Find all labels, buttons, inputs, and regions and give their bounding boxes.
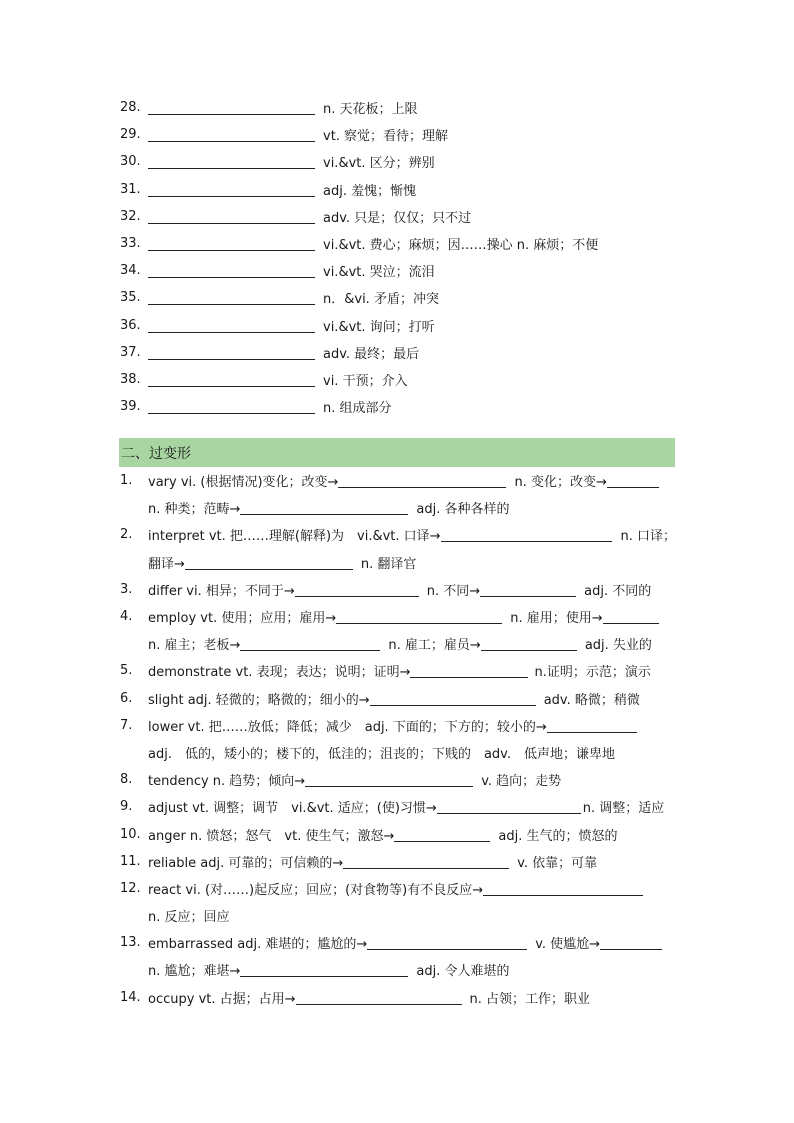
prompt-text: v. 依靠；可靠 <box>517 855 598 871</box>
list-item <box>120 875 676 902</box>
answer-blank[interactable] <box>148 263 315 278</box>
prompt-text: occupy vt. 占据；占用→ <box>148 991 296 1007</box>
list-item <box>120 685 676 712</box>
definition: vi.&vt. 哭泣；流泪 <box>323 265 435 281</box>
list-item-continued <box>120 902 676 929</box>
definition: adv. 最终；最后 <box>323 346 420 362</box>
answer-blank[interactable] <box>480 582 576 597</box>
list-item <box>120 393 680 420</box>
answer-blank[interactable] <box>441 527 613 542</box>
answer-blank[interactable] <box>240 500 408 515</box>
item-number: 34. <box>120 263 141 279</box>
answer-blank[interactable] <box>148 399 315 414</box>
prompt-text: n. 雇主；老板→ <box>148 638 241 654</box>
list-item <box>120 467 676 494</box>
prompt-text: demonstrate vt. 表现；表达；说明；证明→ <box>148 665 411 681</box>
item-number: 30. <box>120 154 141 170</box>
prompt-text: adj. 低的，矮小的；楼下的，低洼的；沮丧的；下贱的 adv. 低声地；谦卑地 <box>148 746 615 762</box>
answer-blank[interactable] <box>148 236 315 251</box>
prompt-text: n. 反应；回应 <box>148 910 230 926</box>
list-item <box>120 121 680 148</box>
answer-blank[interactable] <box>148 182 315 197</box>
answer-blank[interactable] <box>240 962 408 977</box>
list-item <box>120 820 676 847</box>
answer-blank[interactable] <box>437 799 581 814</box>
list-item <box>120 94 680 121</box>
list-item <box>120 603 676 630</box>
vocabulary-list <box>120 94 680 420</box>
prompt-text: adj. 令人难堪的 <box>416 964 510 980</box>
answer-blank[interactable] <box>148 127 315 142</box>
definition: vi.&vt. 询问；打听 <box>323 319 435 335</box>
prompt-text: n. 尴尬；难堪→ <box>148 964 241 980</box>
item-number: 7. <box>120 717 133 733</box>
item-number: 2. <box>120 527 133 543</box>
answer-blank[interactable] <box>148 100 315 115</box>
definition: adj. 羞愧；惭愧 <box>323 183 417 199</box>
answer-blank[interactable] <box>296 990 462 1005</box>
prompt-text: n. 占领；工作；职业 <box>469 991 591 1007</box>
item-number: 1. <box>120 473 133 489</box>
prompt-text: n. 变化；改变→ <box>514 475 607 491</box>
prompt-text: vary vi. (根据情况)变化；改变→ <box>148 475 339 491</box>
answer-blank[interactable] <box>336 609 502 624</box>
prompt-text: reliable adj. 可靠的；可信赖的→ <box>148 855 344 871</box>
definition: n．&vi. 矛盾；冲突 <box>323 292 439 308</box>
item-number: 36. <box>120 317 141 333</box>
item-number: 35. <box>120 290 141 306</box>
prompt-text: differ vi. 相异；不同于→ <box>148 583 295 599</box>
answer-blank[interactable] <box>185 555 353 570</box>
prompt-text: adv. 略微；稍微 <box>543 692 640 708</box>
prompt-text: adj. 不同的 <box>584 583 652 599</box>
list-item <box>120 366 680 393</box>
prompt-text: anger n. 愤怒；怒气 vt. 使生气；激怒→ <box>148 828 395 844</box>
item-number: 14. <box>120 989 141 1005</box>
item-number: 10. <box>120 826 141 842</box>
answer-blank[interactable] <box>600 935 662 950</box>
list-item <box>120 312 680 339</box>
prompt-text: v. 使尴尬→ <box>535 937 601 953</box>
answer-blank[interactable] <box>148 372 315 387</box>
prompt-text: lower vt. 把……放低；降低；减少 adj. 下面的；下方的；较小的→ <box>148 719 547 735</box>
list-item-continued <box>120 494 676 521</box>
prompt-text: react vi. (对……)起反应；回应；(对食物等)有不良反应→ <box>148 882 484 898</box>
answer-blank[interactable] <box>483 881 643 896</box>
answer-blank[interactable] <box>410 663 528 678</box>
item-number: 11. <box>120 853 141 869</box>
list-item <box>120 766 676 793</box>
item-number: 9. <box>120 799 133 815</box>
prompt-text: adjust vt. 调整；调节 vi.&vt. 适应；(使)习惯→ <box>148 801 437 817</box>
prompt-text: n. 口译； <box>620 529 676 545</box>
item-number: 3. <box>120 581 133 597</box>
answer-blank[interactable] <box>148 318 315 333</box>
list-item <box>120 521 676 548</box>
section-title: 二、过变形 <box>121 445 191 462</box>
answer-blank[interactable] <box>547 718 637 733</box>
prompt-text: interpret vt. 把……理解(解释)为 vi.&vt. 口译→ <box>148 529 441 545</box>
prompt-text: adj. 生气的；愤怒的 <box>498 828 618 844</box>
answer-blank[interactable] <box>305 772 473 787</box>
list-item <box>120 203 680 230</box>
answer-blank[interactable] <box>338 473 506 488</box>
item-number: 33. <box>120 236 141 252</box>
item-number: 38. <box>120 371 141 387</box>
definition: n. 组成部分 <box>323 401 392 417</box>
answer-blank[interactable] <box>343 854 509 869</box>
definition: vi. 干预；介入 <box>323 373 408 389</box>
prompt-text: n. 不同→ <box>426 583 481 599</box>
answer-blank[interactable] <box>603 609 659 624</box>
prompt-text: adj. 各种各样的 <box>416 502 510 518</box>
item-number: 13. <box>120 935 141 951</box>
answer-blank[interactable] <box>240 636 380 651</box>
prompt-text: n. 调整；适应 <box>582 801 665 817</box>
list-item <box>120 257 680 284</box>
list-item <box>120 148 680 175</box>
prompt-text: n. 翻译官 <box>360 556 417 572</box>
answer-blank[interactable] <box>148 154 315 169</box>
answer-blank[interactable] <box>481 636 577 651</box>
answer-blank[interactable] <box>148 290 315 305</box>
list-item <box>120 284 680 311</box>
list-item <box>120 712 676 739</box>
list-item <box>120 929 676 956</box>
item-number: 5. <box>120 663 133 679</box>
prompt-text: embarrassed adj. 难堪的；尴尬的→ <box>148 937 368 953</box>
prompt-text: 翻译→ <box>148 556 185 572</box>
list-item-continued <box>120 956 676 983</box>
list-item <box>120 793 676 820</box>
list-item-continued <box>120 739 676 766</box>
definition: adv. 只是；仅仅；只不过 <box>323 210 472 226</box>
list-item <box>120 984 676 1011</box>
definition: vi.&vt. 区分；辨别 <box>323 156 435 172</box>
prompt-text: v. 趋向；走势 <box>481 774 562 790</box>
definition: vi.&vt. 费心；麻烦；因……操心 n. 麻烦；不便 <box>323 238 599 254</box>
item-number: 6. <box>120 690 133 706</box>
prompt-text: employ vt. 使用；应用；雇用→ <box>148 611 337 627</box>
item-number: 4. <box>120 609 133 625</box>
answer-blank[interactable] <box>295 582 419 597</box>
list-item-continued <box>120 630 676 657</box>
item-number: 32. <box>120 208 141 224</box>
item-number: 39. <box>120 399 141 415</box>
prompt-text: slight adj. 轻微的；略微的；细小的→ <box>148 692 370 708</box>
answer-blank[interactable] <box>148 345 315 360</box>
list-item <box>120 176 680 203</box>
word-forms-list <box>120 467 676 1011</box>
list-item-continued <box>120 549 676 576</box>
prompt-text: n. 种类；范畴→ <box>148 502 241 518</box>
list-item <box>120 230 680 257</box>
item-number: 28. <box>120 100 141 116</box>
answer-blank[interactable] <box>394 827 490 842</box>
item-number: 12. <box>120 880 141 896</box>
prompt-text: adj. 失业的 <box>584 638 652 654</box>
prompt-text: n. 雇用；使用→ <box>510 611 603 627</box>
prompt-text: n. 雇工；雇员→ <box>388 638 481 654</box>
item-number: 31. <box>120 181 141 197</box>
item-number: 8. <box>120 772 133 788</box>
list-item <box>120 848 676 875</box>
answer-blank[interactable] <box>607 473 659 488</box>
item-number: 37. <box>120 344 141 360</box>
answer-blank[interactable] <box>370 691 536 706</box>
list-item <box>120 657 676 684</box>
answer-blank[interactable] <box>367 935 527 950</box>
section-header <box>119 438 675 467</box>
prompt-text: n.证明；示范；演示 <box>534 665 651 681</box>
definition: vt. 察觉；看待；理解 <box>323 129 449 145</box>
item-number: 29. <box>120 127 141 143</box>
prompt-text: tendency n. 趋势；倾向→ <box>148 774 306 790</box>
definition: n. 天花板；上限 <box>323 102 418 118</box>
list-item <box>120 576 676 603</box>
list-item <box>120 339 680 366</box>
answer-blank[interactable] <box>148 209 315 224</box>
